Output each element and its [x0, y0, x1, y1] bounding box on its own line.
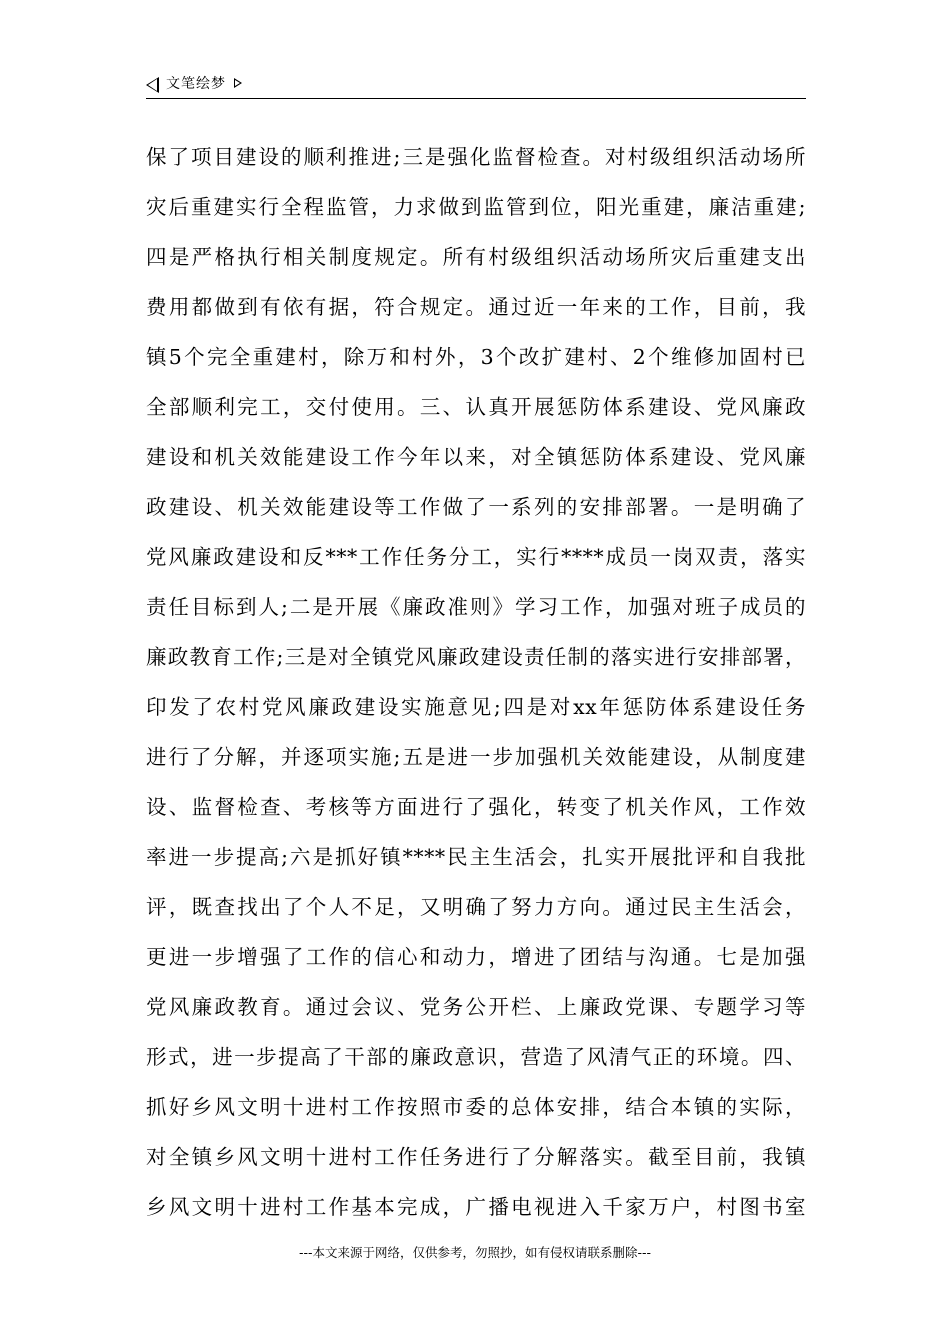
text-line: 党风廉政建设和反***工作任务分工，实行****成员一岗双责，落实	[146, 545, 806, 569]
text-line: 印发了农村党风廉政建设实施意见;四是对xx年惩防体系建设任务	[146, 695, 806, 719]
page-header	[146, 74, 806, 98]
text-line: 责任目标到人;二是开展《廉政准则》学习工作，加强对班子成员的	[146, 595, 806, 619]
body-text	[146, 132, 806, 1232]
text-line: 更进一步增强了工作的信心和动力，增进了团结与沟通。七是加强	[146, 945, 806, 969]
footer-notice: ---本文来源于网络，仅供参考，勿照抄，如有侵权请联系删除---	[298, 1245, 652, 1260]
text-line: 全部顺利完工，交付使用。三、认真开展惩防体系建设、党风廉政	[146, 395, 806, 419]
triangle-right-icon	[234, 78, 242, 88]
text-line: 对全镇乡风文明十进村工作任务进行了分解落实。截至目前，我镇	[146, 1145, 806, 1169]
text-line: 四是严格执行相关制度规定。所有村级组织活动场所灾后重建支出	[146, 245, 806, 269]
header-brand: 文笔绘梦	[166, 76, 226, 92]
text-line: 抓好乡风文明十进村工作按照市委的总体安排，结合本镇的实际，	[146, 1095, 806, 1119]
text-line: 评，既查找出了个人不足，又明确了努力方向。通过民主生活会，	[146, 895, 806, 919]
text-line: 灾后重建实行全程监管，力求做到监管到位，阳光重建，廉洁重建;	[146, 195, 806, 219]
text-line: 乡风文明十进村工作基本完成，广播电视进入千家万户，村图书室	[146, 1195, 806, 1219]
text-line: 形式，进一步提高了干部的廉政意识，营造了风清气正的环境。四、	[146, 1045, 806, 1069]
text-line: 镇5个完全重建村，除万和村外，3个改扩建村、2个维修加固村已	[146, 345, 806, 369]
text-line: 率进一步提高;六是抓好镇****民主生活会，扎实开展批评和自我批	[146, 845, 806, 869]
text-line: 党风廉政教育。通过会议、党务公开栏、上廉政党课、专题学习等	[146, 995, 806, 1019]
triangle-left-icon	[146, 77, 159, 93]
text-line: 保了项目建设的顺利推进;三是强化监督检查。对村级组织活动场所	[146, 145, 806, 169]
text-line: 廉政教育工作;三是对全镇党风廉政建设责任制的落实进行安排部署，	[146, 645, 806, 669]
text-line: 建设和机关效能建设工作今年以来，对全镇惩防体系建设、党风廉	[146, 445, 806, 469]
text-line: 政建设、机关效能建设等工作做了一系列的安排部署。一是明确了	[146, 495, 806, 519]
text-line: 设、监督检查、考核等方面进行了强化，转变了机关作风，工作效	[146, 795, 806, 819]
text-line: 进行了分解，并逐项实施;五是进一步加强机关效能建设，从制度建	[146, 745, 806, 769]
text-line: 费用都做到有依有据，符合规定。通过近一年来的工作，目前，我	[146, 295, 806, 319]
header-divider	[146, 98, 806, 99]
